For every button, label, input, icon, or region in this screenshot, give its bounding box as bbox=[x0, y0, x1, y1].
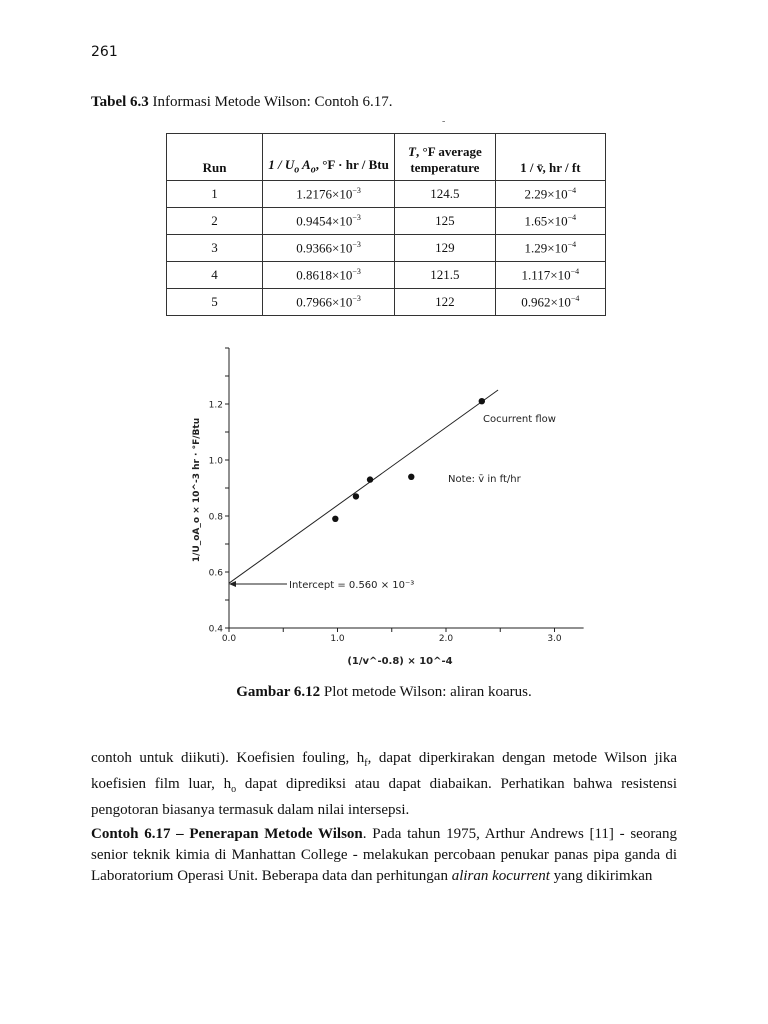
y-axis-label: 1/U_oA_o × 10^-3 hr · °F/Btu bbox=[192, 417, 202, 563]
y-tick-label: 1.0 bbox=[208, 456, 223, 467]
cell-run: 1 bbox=[167, 181, 263, 208]
header-temperature: T, °F average temperature bbox=[395, 134, 496, 181]
cell-inverse-ua: $0.8618\times 10^{-3}$ bbox=[263, 262, 395, 289]
cell-temperature: 124.5 bbox=[395, 181, 496, 208]
plot-ticks bbox=[209, 348, 562, 644]
table-row bbox=[167, 262, 606, 289]
table-header-row bbox=[167, 134, 606, 181]
fit-line bbox=[229, 390, 498, 583]
data-point bbox=[367, 476, 373, 482]
cell-run: 3 bbox=[167, 235, 263, 262]
x-tick-label: 3.0 bbox=[547, 634, 562, 644]
note-label: Note: v̄ in ft/hr bbox=[448, 474, 521, 485]
table-caption bbox=[91, 94, 392, 111]
cell-inverse-ua: $0.9366\times 10^{-3}$ bbox=[263, 235, 395, 262]
wilson-plot bbox=[185, 340, 585, 672]
table-row bbox=[167, 235, 606, 262]
data-point bbox=[353, 493, 359, 499]
page-number: 261 bbox=[91, 44, 118, 60]
cell-inverse-velocity: $1.29\times 10^{-4}$ bbox=[495, 235, 605, 262]
x-axis-label: (1/v^-0.8) × 10^-4 bbox=[347, 656, 453, 667]
cell-inverse-ua: $1.2176\times 10^{-3}$ bbox=[263, 181, 395, 208]
y-tick-label: 0.8 bbox=[208, 512, 223, 523]
plot-points bbox=[332, 398, 485, 522]
data-point bbox=[408, 474, 414, 480]
cell-temperature: 125 bbox=[395, 208, 496, 235]
cell-temperature: 121.5 bbox=[395, 262, 496, 289]
cell-inverse-velocity: $1.65\times 10^{-4}$ bbox=[495, 208, 605, 235]
cell-run: 5 bbox=[167, 289, 263, 316]
y-tick-label: 0.4 bbox=[208, 624, 223, 635]
header-run: Run bbox=[167, 134, 263, 181]
cell-inverse-velocity: $0.962\times 10^{-4}$ bbox=[495, 289, 605, 316]
header-inverse-velocity: 1 / v̄, hr / ft bbox=[495, 134, 605, 181]
cell-inverse-ua: $0.7966\times 10^{-3}$ bbox=[263, 289, 395, 316]
cell-temperature: 122 bbox=[395, 289, 496, 316]
header-inverse-ua: $1 / U_o$ $A_o$, °F · hr / Btu bbox=[263, 134, 395, 181]
x-tick-label: 1.0 bbox=[330, 634, 345, 644]
table-row bbox=[167, 289, 606, 316]
figure-caption-label: Gambar 6.12 bbox=[236, 684, 321, 700]
paragraph-fouling: contoh untuk diikuti). Koefisien fouling, $h_f$, dapat diperkirakan dengan metode Wilson jika koefisien film luar, $h_o$ dapat diprediksi atau dapat diabaikan. Perhatikan bahwa resistensi pengotoran biasanya termasuk dalam nilai intersepsi. bbox=[91, 750, 678, 818]
cell-temperature: 129 bbox=[395, 235, 496, 262]
table-row bbox=[167, 181, 606, 208]
series-label: Cocurrent flow bbox=[483, 414, 556, 425]
y-tick-label: 0.6 bbox=[208, 568, 223, 579]
cell-run: 4 bbox=[167, 262, 263, 289]
figure-caption-text: Plot metode Wilson: aliran koarus. bbox=[320, 684, 532, 700]
example-heading: Contoh 6.17 – Penerapan Metode Wilson bbox=[91, 826, 363, 842]
paragraph-example: Contoh 6.17 – Penerapan Metode Wilson. Pada tahun 1975, Arthur Andrews [11] - seorang senior teknik kimia di Manhattan College - melakukan percobaan penukar panas pipa ganda di Laboratorium Operasi Unit. Beberapa data dan perhitungan aliran kocurrent yang dikirimkan bbox=[91, 826, 677, 884]
y-tick-label: 1.2 bbox=[208, 400, 223, 411]
data-point bbox=[479, 398, 485, 404]
cell-inverse-velocity: $1.117\times 10^{-4}$ bbox=[495, 262, 605, 289]
intercept-label: Intercept = 0.560 × 10⁻³ bbox=[289, 580, 415, 591]
stray-tick-mark: - bbox=[442, 116, 446, 127]
table-caption-text: Informasi Metode Wilson: Contoh 6.17. bbox=[148, 94, 393, 110]
table-caption-label: Tabel 6.3 bbox=[91, 94, 149, 110]
cell-run: 2 bbox=[167, 208, 263, 235]
wilson-data-table bbox=[166, 133, 606, 316]
x-tick-label: 2.0 bbox=[438, 634, 454, 644]
x-tick-label: 0.0 bbox=[221, 634, 237, 644]
figure-caption bbox=[0, 684, 768, 701]
table-row bbox=[167, 208, 606, 235]
cell-inverse-velocity: $2.29\times 10^{-4}$ bbox=[495, 181, 605, 208]
data-point bbox=[332, 516, 338, 522]
cell-inverse-ua: $0.9454\times 10^{-3}$ bbox=[263, 208, 395, 235]
